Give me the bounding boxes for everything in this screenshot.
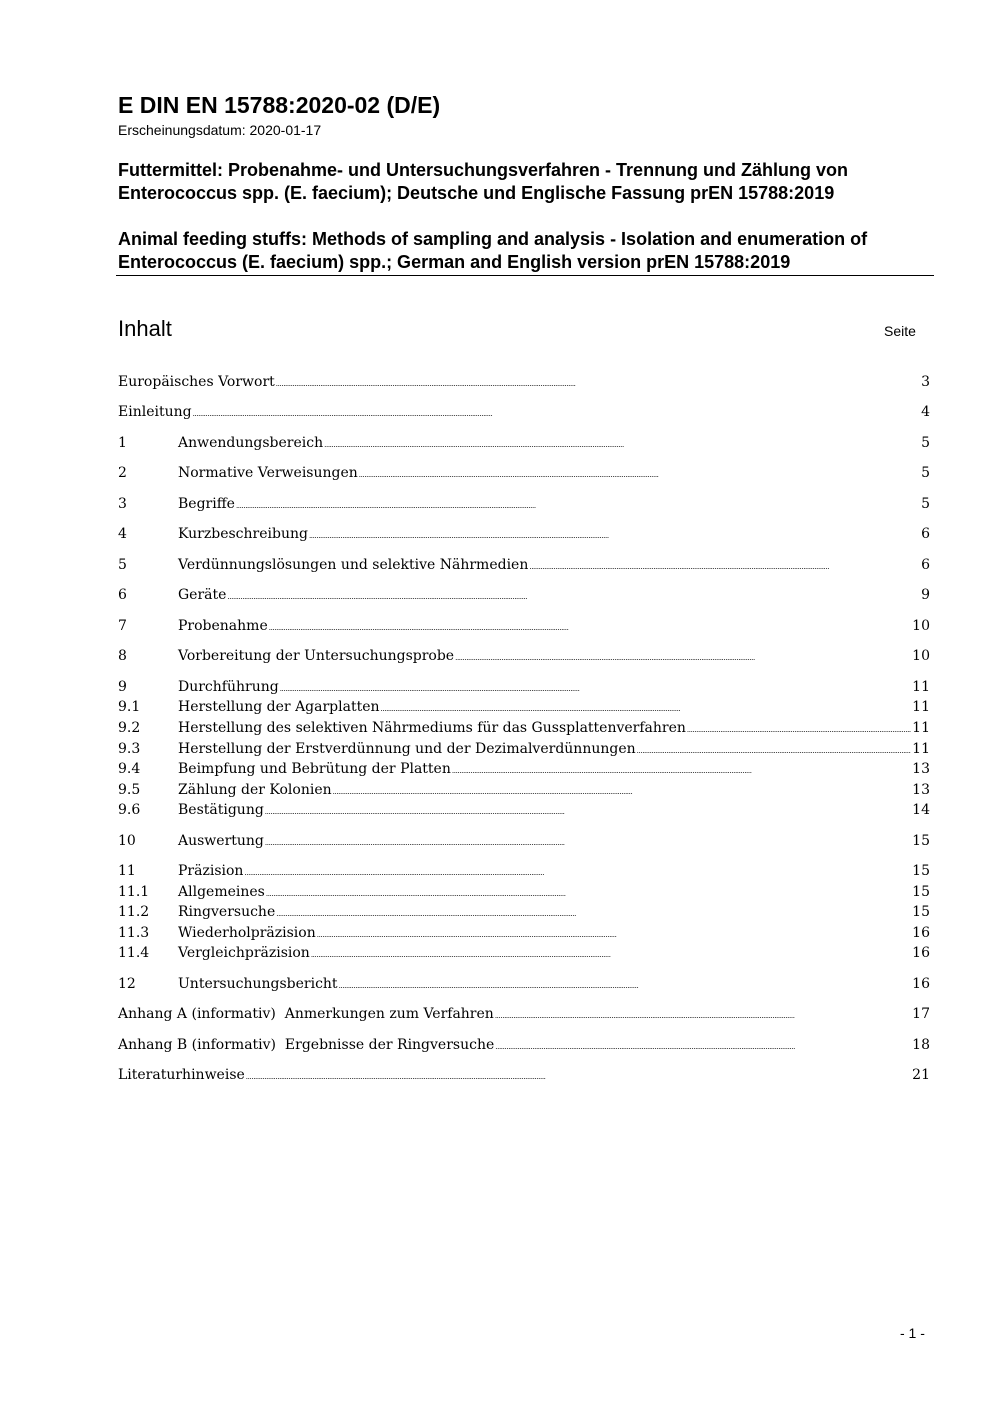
toc-entry-number: 9 — [118, 679, 127, 695]
toc-entry-label: Herstellung der Agarplatten — [178, 699, 380, 715]
toc-entry-label: Geräte — [178, 587, 227, 603]
toc-subentry[interactable] — [118, 759, 930, 779]
toc-leader — [309, 524, 920, 546]
toc-subentry[interactable] — [118, 739, 930, 759]
toc-entry-page: 14 — [912, 802, 930, 818]
toc-leader — [311, 943, 911, 965]
toc-entry-label: Herstellung der Erstverdünnung und der Dezimalverdünnungen — [178, 741, 636, 757]
toc-entry[interactable] — [118, 555, 930, 575]
toc-entry-page: 5 — [921, 465, 930, 481]
toc-entry-label: Probenahme — [178, 618, 268, 634]
toc-entry-number: 9.2 — [118, 720, 141, 736]
toc-entry-label: Anhang B (informativ) Ergebnisse der Ringversuche — [118, 1037, 495, 1053]
toc-entry-label: Zählung der Kolonien — [178, 782, 332, 798]
toc-leader — [637, 739, 912, 761]
toc-leader — [236, 494, 920, 516]
toc-entry[interactable] — [118, 494, 930, 514]
toc-entry-page: 11 — [912, 679, 930, 695]
toc-entry-number: 11.3 — [118, 925, 150, 941]
title-english: Animal feeding stuffs: Methods of sampling and analysis - Isolation and enumeration of Enterococcus (E. faecium) spp.; German and English version prEN 15788:2019 — [118, 229, 868, 272]
toc-entry-number: 12 — [118, 976, 136, 992]
toc-entry[interactable] — [118, 585, 930, 605]
toc-subentry[interactable] — [118, 697, 930, 717]
toc-entry-label: Präzision — [178, 863, 244, 879]
toc-entry-page: 4 — [921, 404, 930, 420]
toc-leader — [529, 555, 920, 577]
toc-leader — [246, 1065, 911, 1087]
toc-heading: Inhalt — [118, 316, 172, 341]
toc-entry-number: 2 — [118, 465, 127, 481]
toc-leader — [333, 780, 912, 802]
toc-entry-page: 6 — [921, 557, 930, 573]
toc-entry-page: 6 — [921, 526, 930, 542]
toc-leader — [227, 585, 920, 607]
toc-leader — [276, 372, 920, 394]
toc-leader — [276, 902, 911, 924]
toc-entry-label: Herstellung des selektiven Nährmediums für das Gussplattenverfahren — [178, 720, 686, 736]
toc-entry[interactable] — [118, 831, 930, 851]
toc-entry-label: Literaturhinweise — [118, 1067, 245, 1083]
toc-entry-page: 15 — [912, 884, 930, 900]
document-title: E DIN EN 15788:2020-02 (D/E) — [118, 92, 441, 118]
toc-entry-label: Beimpfung und Bebrütung der Platten — [178, 761, 451, 777]
toc-entry[interactable] — [118, 433, 930, 453]
toc-leader — [495, 1035, 911, 1057]
toc-leader — [280, 677, 911, 699]
toc-entry-page: 5 — [921, 496, 930, 512]
toc-entry-number: 9.1 — [118, 699, 141, 715]
toc-entry-label: Wiederholpräzision — [178, 925, 316, 941]
toc-entry-page: 18 — [912, 1037, 930, 1053]
toc-entry-label: Ringversuche — [178, 904, 276, 920]
toc-subentry[interactable] — [118, 780, 930, 800]
toc-entry[interactable] — [118, 1004, 930, 1024]
toc-entry-page: 16 — [912, 925, 930, 941]
toc-entry[interactable] — [118, 861, 930, 881]
toc-entry-page: 13 — [912, 761, 930, 777]
toc-entry-page: 21 — [912, 1067, 930, 1083]
toc-entry-label: Allgemeines — [178, 884, 265, 900]
toc-leader — [339, 974, 912, 996]
toc-entry[interactable] — [118, 974, 930, 994]
toc-entry-number: 9.3 — [118, 741, 141, 757]
toc-entry-number: 11 — [118, 863, 136, 879]
toc-entry-page: 10 — [912, 618, 930, 634]
toc-entry-label: Kurzbeschreibung — [178, 526, 308, 542]
toc-entry-number: 9.5 — [118, 782, 141, 798]
toc-leader — [381, 697, 912, 719]
toc-entry-number: 8 — [118, 648, 127, 664]
toc-leader — [452, 759, 911, 781]
toc-leader — [265, 800, 911, 822]
toc-entry-label: Anhang A (informativ) Anmerkungen zum Verfahren — [118, 1006, 494, 1022]
toc-entry-page: 13 — [912, 782, 930, 798]
toc-entry[interactable] — [118, 677, 930, 697]
toc-leader — [317, 923, 911, 945]
toc-entry-label: Verdünnungslösungen und selektive Nährmedien — [178, 557, 529, 573]
title-german: Futtermittel: Probenahme- und Untersuchungsverfahren - Trennung und Zählung von Enterococcus spp. (E. faecium); Deutsche und Englische Fassung prEN 15788:2019 — [118, 160, 849, 203]
toc-entry[interactable] — [118, 372, 930, 392]
toc-page-column-label: Seite — [884, 323, 916, 339]
toc-entry-number: 11.2 — [118, 904, 150, 920]
toc-entry-label: Vergleichpräzision — [178, 945, 310, 961]
toc-entry-page: 11 — [912, 699, 930, 715]
toc-entry[interactable] — [118, 1035, 930, 1055]
toc-leader — [359, 463, 920, 485]
toc-entry[interactable] — [118, 402, 930, 422]
toc-entry-number: 1 — [118, 435, 127, 451]
toc-entry-page: 15 — [912, 863, 930, 879]
toc-entry[interactable] — [118, 1065, 930, 1085]
toc-entry-label: Normative Verweisungen — [178, 465, 358, 481]
toc-entry[interactable] — [118, 646, 930, 666]
toc-entry-page: 9 — [921, 587, 930, 603]
toc-entry-page: 3 — [921, 374, 930, 390]
toc-entry-page: 16 — [912, 976, 930, 992]
toc-subentry[interactable] — [118, 800, 930, 820]
toc-entry-label: Auswertung — [178, 833, 264, 849]
toc-entry-label: Vorbereitung der Untersuchungsprobe — [178, 648, 455, 664]
toc-leader — [455, 646, 911, 668]
toc-entry-number: 7 — [118, 618, 127, 634]
toc-subentry[interactable] — [118, 943, 930, 963]
toc-entry-label: Durchführung — [178, 679, 279, 695]
toc-entry-page: 15 — [912, 904, 930, 920]
toc-subentry[interactable] — [118, 882, 930, 902]
header-divider — [116, 275, 934, 276]
toc-entry-number: 3 — [118, 496, 127, 512]
toc-entry-number: 9.6 — [118, 802, 141, 818]
toc-leader — [193, 402, 921, 424]
toc-leader — [495, 1004, 911, 1026]
toc-entry[interactable] — [118, 463, 930, 483]
toc-entry-label: Untersuchungsbericht — [178, 976, 338, 992]
page-number: - 1 - — [900, 1325, 925, 1341]
toc-entry-page: 10 — [912, 648, 930, 664]
toc-entry-number: 11.4 — [118, 945, 150, 961]
toc-entry-number: 5 — [118, 557, 127, 573]
toc-entry[interactable] — [118, 616, 930, 636]
toc-leader — [324, 433, 920, 455]
toc-entry-page: 5 — [921, 435, 930, 451]
toc-entry-page: 11 — [912, 741, 930, 757]
toc-leader — [687, 718, 911, 740]
publication-date: Erscheinungsdatum: 2020-01-17 — [118, 122, 322, 138]
toc-entry-number: 10 — [118, 833, 136, 849]
toc-leader — [244, 861, 911, 883]
toc-entry-page: 16 — [912, 945, 930, 961]
toc-entry-label: Bestätigung — [178, 802, 264, 818]
toc-entry-number: 4 — [118, 526, 127, 542]
toc-entry-page: 15 — [912, 833, 930, 849]
toc-leader — [266, 882, 911, 904]
toc-entry-number: 11.1 — [118, 884, 150, 900]
toc-entry-label: Europäisches Vorwort — [118, 374, 275, 390]
toc-entry[interactable] — [118, 524, 930, 544]
toc-entry-label: Begriffe — [178, 496, 235, 512]
toc-subentry[interactable] — [118, 902, 930, 922]
toc-entry-page: 17 — [912, 1006, 930, 1022]
toc-leader — [265, 831, 911, 853]
toc-subentry[interactable] — [118, 718, 930, 738]
toc-entry-number: 9.4 — [118, 761, 141, 777]
toc-entry-label: Einleitung — [118, 404, 192, 420]
toc-entry-number: 6 — [118, 587, 127, 603]
toc-entry-page: 11 — [912, 720, 930, 736]
toc-entry-label: Anwendungsbereich — [178, 435, 324, 451]
toc-leader — [269, 616, 911, 638]
toc-subentry[interactable] — [118, 923, 930, 943]
